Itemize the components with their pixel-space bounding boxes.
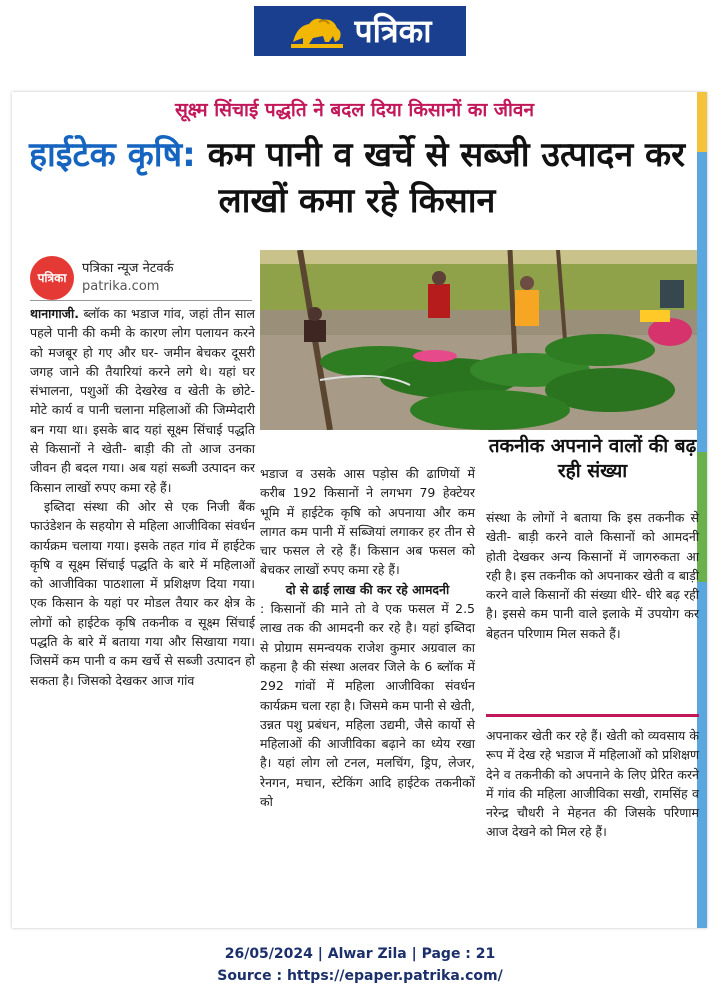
divider — [486, 714, 699, 717]
subhead: दो से ढाई लाख की कर रहे आमदनी — [285, 581, 450, 597]
box-text — [486, 508, 699, 643]
paragraph: भडाज व उसके आस पड़ोस की ढाणियों में करीब 192 किसानों ने लगभग 79 हेक्टेयर भूमि में हाईटेक कृषि को अपनाया और कम लागत कम पानी में सब्जियां लगाकर हर तीन से चार फसल ले रहे हैं। किसान अब फसल को बेचकर लाखों रुपए कमा रहे हैं। — [260, 466, 475, 578]
footer — [0, 943, 720, 987]
byline-site: patrika.com — [82, 278, 160, 294]
masthead-brand: पत्रिका — [354, 12, 432, 50]
paragraph — [30, 304, 255, 497]
article-column-2 — [260, 464, 475, 811]
paragraph-text: : किसानों की माने तो वे एक फसल में 2.5 लाख तक की आमदनी कर रहे है। यहां इब्तिदा से प्रोग्राम समन्वयक राजेश कुमार अग्रवाल का कहना है की संस्था अलवर जिले के 6 ब्लॉक में 292 गांवों में महिला आजीविका संवर्धन कार्यक्रम चला रहा है। जिसमे कम पानी से खेती, उन्नत पशु प्रबंधन, महिला उद्यमी, जैसे कार्यो से महिलाओं की आजीविका बढ़ाने का ध्येय रखा है। यहां लोग लो टनल, मलचिंग, ड्रिप, लेजर, रेनगन, मचान, स्टेकिंग आदि हाईटेक तकनीकों को — [260, 601, 475, 810]
paragraph: इब्तिदा संस्था की ओर से एक निजी बैंक फाउंडेशन के सहयोग से महिला आजीविका संवर्धन कार्यक्रम चलाया गया। इसके तहत गांव में हाईटेक कृषि व सूक्ष्म सिंचाई पद्धति के बारे में महिलाओं को आजीविका पाठशाला में प्रशिक्षण दिया गया। एक किसान के यहां पर मोडल तैयार कर क्षेत्र के लोगों को हाईटेक कृषि तकनीक व सूक्ष्म सिंचाई पद्धति के बारे में बताया गया और सिखाया गया। जिसमें कम पानी व कम खर्चे से सब्जी उत्पादन हो सकता है। जिसको देखकर आज गांव — [30, 498, 255, 688]
article-column-3 — [486, 726, 699, 842]
lion-icon — [289, 12, 345, 50]
dateline: थानागाजी. — [30, 306, 79, 321]
headline-rest: कम पानी व खर्चे से सब्जी उत्पादन कर लाखों कमा रहे किसान — [195, 135, 686, 221]
footer-date: 26/05/2024 | Alwar Zila | Page : 21 — [224, 946, 496, 962]
footer-source: Source : https://epaper.patrika.com/ — [217, 968, 503, 984]
article-headline — [22, 132, 692, 224]
article-kicker: सूक्ष्म सिंचाई पद्धति ने बदल दिया किसानों का जीवन — [174, 99, 535, 121]
news-clipping — [12, 92, 707, 928]
edge-strip — [697, 152, 707, 452]
patrika-logo: पत्रिका — [30, 256, 74, 300]
byline — [30, 255, 252, 301]
edge-strip — [697, 92, 707, 152]
paragraph-text: ब्लॉक का भडाज गांव, जहां तीन साल पहले पानी की कमी के कारण लोग पलायन करने को मजबूर हो गए और घर- जमीन बेचकर दूसरी जगह जाने की तैयारियां करने लगे थे। यहां घर संभालना, पशुओं की देखरेख व खेती के छोटे- मोटे कार्य व पानी चलाना महिलाओं की जिम्मेदारी बन गया था। इसके बाद यहां सूक्ष्म सिंचाई पद्धति से किसानों ने खेती- बाड़ी की तो आज उनका जीवन ही बदल गया। अब यहां सब्जी उत्पादन कर किसान लाखों रुपए कमा रहे हैं। — [30, 306, 255, 495]
paragraph: अपनाकर खेती कर रहे हैं। खेती को व्यवसाय के रूप में देख रहे भडाज में महिलाओं को प्रशिक्षण देने व तकनीकी को अपनाने के लिए प्रेरित करने में गांव की महिला आजीविका सखी, रामसिंह व नरेन्द्र चौधरी ने मेहनत की जिसके परिणाम आज देखने को मिल रहे हैं। — [486, 728, 699, 840]
masthead — [254, 6, 466, 56]
paragraph — [260, 580, 475, 812]
farm-photo — [260, 250, 697, 430]
box-heading: तकनीक अपनाने वालों की बढ़ रही संख्या — [488, 435, 697, 482]
paragraph: संस्था के लोगों ने बताया कि इस तकनीक से खेती- बाड़ी करने वाले किसानों को आमदनी होती देखकर अन्य किसानों में जागरुकता आ रही है। इस तकनीक को अपनाकर खेती व बाड़ी करने वाले किसानों की संख्या धीरे- धीरे बढ़ रही है। इससे कम पानी वाले इलाके में उपयोग कर बेहतन परिणाम मिल सकते हैं। — [486, 510, 699, 641]
byline-agency: पत्रिका न्यूज नेटवर्क — [82, 260, 174, 276]
article-column-1 — [30, 304, 255, 690]
headline-highlight: हाईटेक कृषि: — [28, 135, 196, 175]
